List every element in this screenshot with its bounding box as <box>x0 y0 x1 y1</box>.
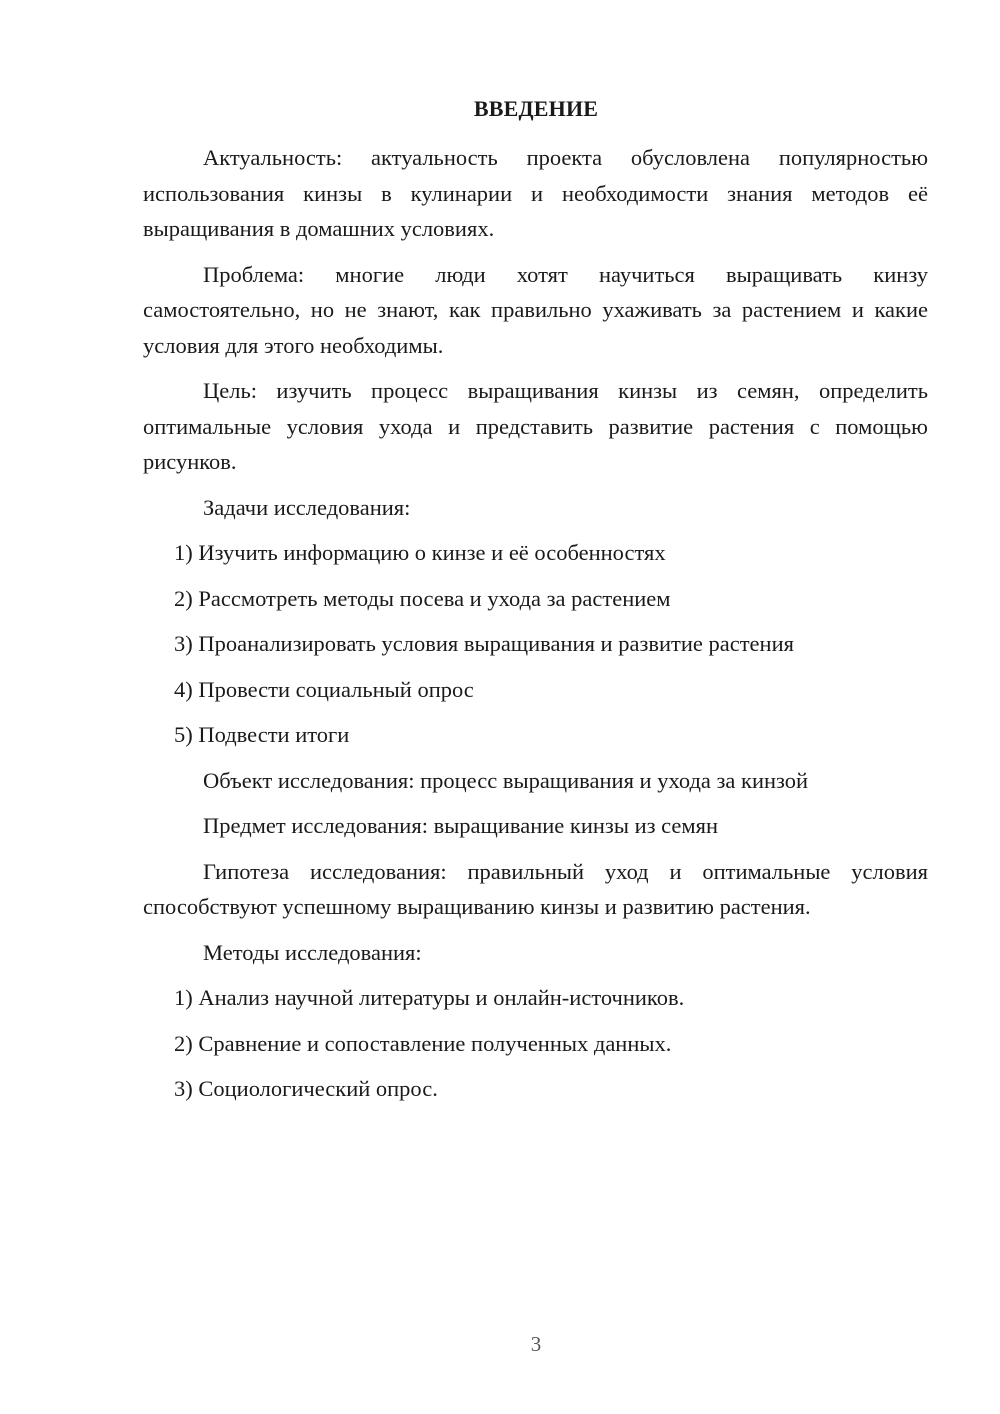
relevance-paragraph: Актуальность: актуальность проекта обусловлена популярностью использования кинзы в кулинарии и необходимости знания методов её выращивания в домашних условиях. <box>143 145 928 241</box>
methods-label: Методы исследования: <box>203 939 422 965</box>
research-subject: Предмет исследования: выращивание кинзы из семян <box>203 813 718 838</box>
research-object: Объект исследования: процесс выращивания и ухода за кинзой <box>203 767 809 793</box>
task-item: 5) Подвести итоги <box>174 722 350 747</box>
section-heading: ВВЕДЕНИЕ <box>473 96 599 121</box>
hypothesis-paragraph: Гипотеза исследования: правильный уход и оптимальные условия способствуют успешному выращиванию кинзы и развитию растения. <box>143 858 928 919</box>
task-item: 2) Рассмотреть методы посева и ухода за растением <box>174 585 671 611</box>
method-item: 1) Анализ научной литературы и онлайн-источников. <box>174 985 685 1010</box>
problem-paragraph: Проблема: многие люди хотят научиться выращивать кинзу самостоятельно, но не знают, как правильно ухаживать за растением и какие условия для этого необходимы. <box>143 261 928 358</box>
method-item: 3) Социологический опрос. <box>174 1076 438 1101</box>
task-item: 3) Проанализировать условия выращивания и развитие растения <box>174 631 794 656</box>
tasks-label: Задачи исследования: <box>203 494 411 520</box>
task-item: 1) Изучить информацию о кинзе и её особенностях <box>174 540 666 565</box>
method-item: 2) Сравнение и сопоставление полученных данных. <box>174 1030 672 1056</box>
goal-paragraph: Цель: изучить процесс выращивания кинзы из семян, определить оптимальные условия ухода и представить развитие растения с помощью рисунков. <box>143 378 928 474</box>
document-body <box>143 140 928 1117</box>
task-item: 4) Провести социальный опрос <box>174 676 474 702</box>
page-number: 3 <box>530 1332 542 1356</box>
